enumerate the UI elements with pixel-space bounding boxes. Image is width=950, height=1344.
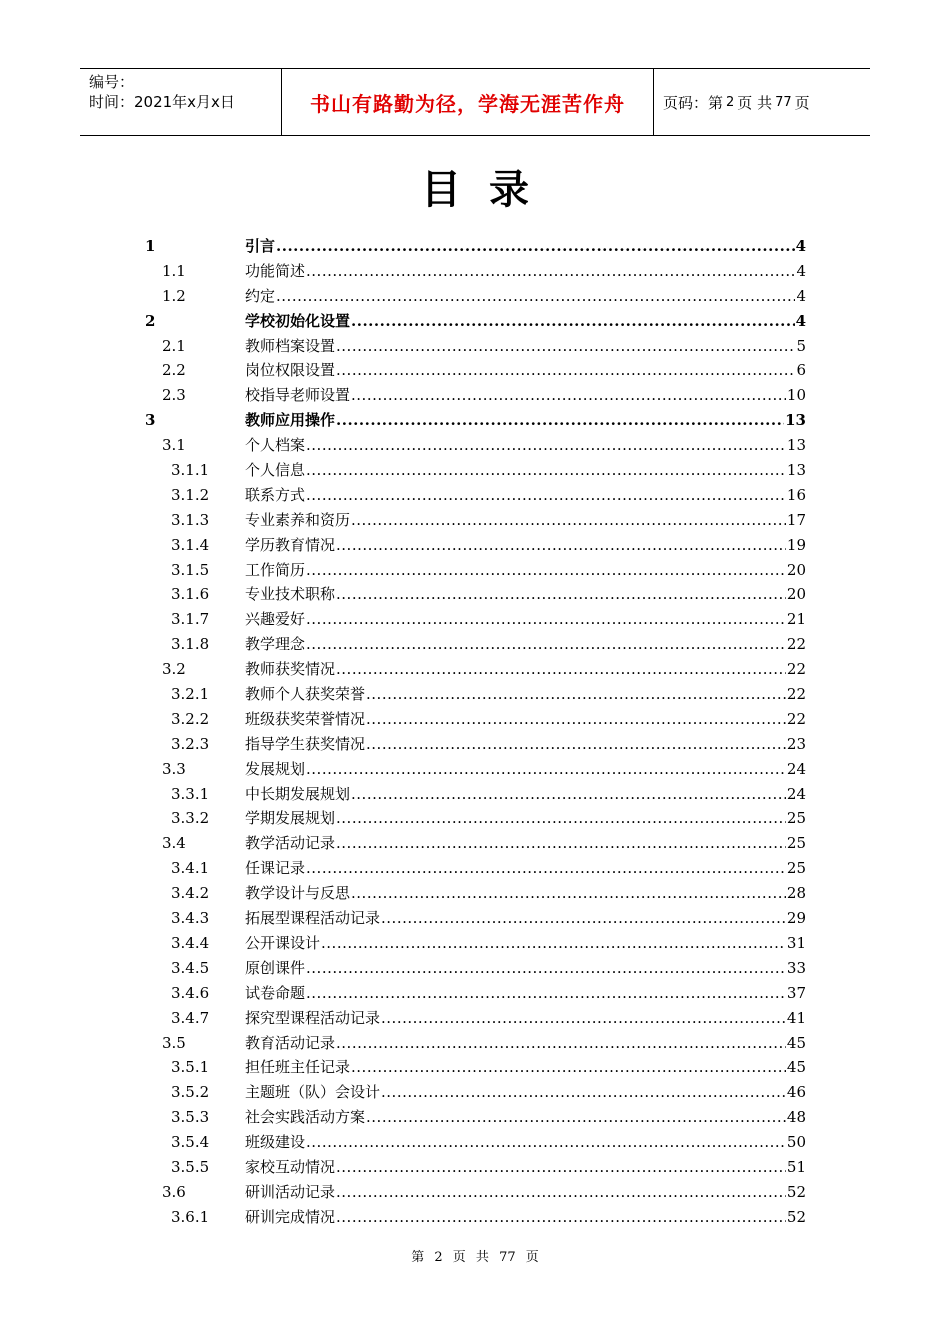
toc-dot-leader bbox=[306, 607, 786, 632]
toc-entry[interactable] bbox=[0, 1006, 950, 1031]
toc-entry-page: 5 bbox=[796, 336, 806, 355]
page-title: 目录 bbox=[421, 167, 557, 213]
toc-entry-line bbox=[245, 881, 806, 906]
toc-entry[interactable] bbox=[0, 881, 950, 906]
toc-entry[interactable] bbox=[0, 1105, 950, 1130]
toc-entry-number: 3.5.3 bbox=[171, 1108, 210, 1127]
toc-dot-leader bbox=[336, 806, 786, 831]
toc-entry-title: 拓展型课程活动记录 bbox=[245, 909, 381, 928]
toc-entry[interactable] bbox=[0, 1180, 950, 1205]
toc-entry-page: 20 bbox=[786, 560, 806, 579]
toc-entry-page: 46 bbox=[786, 1083, 806, 1102]
page-footer bbox=[0, 1246, 950, 1265]
toc-entry-line bbox=[245, 1006, 806, 1031]
toc-entry-page: 25 bbox=[786, 859, 806, 878]
toc-entry-line bbox=[245, 1205, 806, 1230]
toc-entry-line bbox=[245, 1130, 806, 1155]
toc-entry[interactable] bbox=[0, 931, 950, 956]
toc-entry-page: 45 bbox=[786, 1033, 806, 1052]
toc-dot-leader bbox=[366, 682, 786, 707]
toc-entry-page: 24 bbox=[786, 784, 806, 803]
toc-entry-line bbox=[245, 1155, 806, 1180]
toc-dot-leader bbox=[306, 483, 786, 508]
toc-entry-line bbox=[245, 607, 806, 632]
toc-entry-number: 3.2.1 bbox=[171, 685, 210, 704]
toc-entry-number: 3.2.2 bbox=[171, 709, 210, 728]
toc-entry[interactable] bbox=[0, 259, 950, 284]
toc-entry-page: 4 bbox=[796, 261, 806, 280]
toc-entry-title: 社会实践活动方案 bbox=[245, 1108, 366, 1127]
toc-entry[interactable] bbox=[0, 483, 950, 508]
toc-entry-page: 10 bbox=[786, 386, 806, 405]
toc-entry-line bbox=[245, 582, 806, 607]
toc-entry-page: 23 bbox=[786, 734, 806, 753]
header-number-label: 编号： bbox=[89, 73, 135, 91]
toc-entry-title: 引言 bbox=[245, 237, 276, 255]
toc-entry-title: 教师应用操作 bbox=[245, 411, 336, 430]
toc-entry-page: 13 bbox=[785, 411, 806, 430]
toc-entry-page: 22 bbox=[786, 660, 806, 679]
toc-entry-number: 3.5.2 bbox=[171, 1083, 210, 1102]
toc-entry-line bbox=[245, 408, 806, 433]
toc-entry-page: 29 bbox=[786, 909, 806, 928]
toc-dot-leader bbox=[306, 856, 786, 881]
toc-entry-title: 主题班（队）会设计 bbox=[245, 1083, 381, 1102]
toc-entry[interactable] bbox=[0, 234, 950, 259]
footer-prefix: 第 bbox=[411, 1250, 425, 1265]
toc-entry-line bbox=[245, 1055, 806, 1080]
toc-entry-page: 13 bbox=[786, 461, 806, 480]
toc-entry-title: 发展规划 bbox=[245, 759, 306, 778]
toc-dot-leader bbox=[306, 981, 786, 1006]
toc-dot-leader bbox=[336, 831, 786, 856]
toc-entry-page: 22 bbox=[786, 685, 806, 704]
toc-entry-line bbox=[245, 358, 806, 383]
toc-entry-line bbox=[245, 856, 806, 881]
toc-entry-title: 教学理念 bbox=[245, 635, 306, 654]
toc-entry-line bbox=[245, 632, 806, 657]
toc-entry-page: 52 bbox=[786, 1182, 806, 1201]
toc-entry-number: 2.2 bbox=[162, 361, 186, 380]
toc-entry-number: 3.2.3 bbox=[171, 734, 210, 753]
toc-entry-number: 3.3.1 bbox=[171, 784, 210, 803]
toc-entry-page: 51 bbox=[786, 1157, 806, 1176]
toc-dot-leader bbox=[366, 1105, 786, 1130]
toc-entry-title: 教师档案设置 bbox=[245, 336, 336, 355]
toc-entry[interactable] bbox=[0, 856, 950, 881]
toc-entry-page: 4 bbox=[796, 286, 806, 305]
toc-entry-line bbox=[245, 782, 806, 807]
toc-entry-line bbox=[245, 806, 806, 831]
toc-entry-number: 3.1.1 bbox=[171, 461, 210, 480]
toc-entry-title: 功能简述 bbox=[245, 261, 306, 280]
toc-entry-title: 公开课设计 bbox=[245, 933, 321, 952]
toc-entry-title: 家校互动情况 bbox=[245, 1157, 336, 1176]
toc-entry-page: 25 bbox=[786, 809, 806, 828]
toc-entry[interactable] bbox=[0, 682, 950, 707]
toc-dot-leader bbox=[306, 632, 786, 657]
toc-entry-title: 教学活动记录 bbox=[245, 834, 336, 853]
toc-entry-line bbox=[245, 732, 806, 757]
toc-dot-leader bbox=[336, 334, 795, 359]
toc-dot-leader bbox=[351, 881, 786, 906]
toc-entry-title: 探究型课程活动记录 bbox=[245, 1008, 381, 1027]
toc-entry-page: 28 bbox=[786, 884, 806, 903]
toc-dot-leader bbox=[336, 1155, 786, 1180]
toc-entry-number: 3.5.1 bbox=[171, 1058, 210, 1077]
toc-entry-page: 22 bbox=[786, 635, 806, 654]
toc-entry-title: 指导学生获奖情况 bbox=[245, 734, 366, 753]
toc-entry-title: 个人档案 bbox=[245, 436, 306, 455]
toc-entry[interactable] bbox=[0, 607, 950, 632]
toc-entry-line bbox=[245, 533, 806, 558]
toc-entry[interactable] bbox=[0, 508, 950, 533]
toc-entry-line bbox=[245, 831, 806, 856]
toc-entry-line bbox=[245, 234, 806, 259]
toc-entry-page: 21 bbox=[786, 610, 806, 629]
toc-entry-number: 3.4.1 bbox=[171, 859, 210, 878]
toc-entry-title: 学期发展规划 bbox=[245, 809, 336, 828]
toc-entry-page: 13 bbox=[786, 436, 806, 455]
footer-suffix: 页 bbox=[525, 1250, 539, 1265]
toc-entry-title: 研训活动记录 bbox=[245, 1182, 336, 1201]
toc-entry-line bbox=[245, 682, 806, 707]
header-motto: 书山有路勤为径，学海无涯苦作舟 bbox=[310, 91, 625, 116]
toc-entry-line bbox=[245, 657, 806, 682]
toc-entry-page: 6 bbox=[796, 361, 806, 380]
toc-entry-page: 41 bbox=[786, 1008, 806, 1027]
toc-entry[interactable] bbox=[0, 1080, 950, 1105]
toc-entry-number: 1 bbox=[145, 237, 156, 255]
header-page-prefix: 页码：第 bbox=[663, 93, 724, 112]
toc-entry-number: 3.4.4 bbox=[171, 933, 210, 952]
toc-entry-line bbox=[245, 906, 806, 931]
toc-entry-title: 原创课件 bbox=[245, 958, 306, 977]
toc-entry-title: 试卷命题 bbox=[245, 983, 306, 1002]
toc-entry-number: 3.4 bbox=[162, 834, 186, 853]
toc-entry-page: 25 bbox=[786, 834, 806, 853]
header-page-mid: 页 共 bbox=[737, 93, 773, 112]
toc-dot-leader bbox=[336, 657, 786, 682]
toc-entry-number: 3 bbox=[145, 411, 156, 430]
toc-entry[interactable] bbox=[0, 284, 950, 309]
toc-entry-line bbox=[245, 931, 806, 956]
toc-entry-page: 52 bbox=[786, 1207, 806, 1226]
header-page-info bbox=[654, 69, 870, 135]
toc-entry-title: 班级建设 bbox=[245, 1133, 306, 1152]
toc-entry[interactable] bbox=[0, 657, 950, 682]
toc-entry-title: 校指导老师设置 bbox=[245, 386, 351, 405]
toc-dot-leader bbox=[366, 707, 786, 732]
toc-entry-title: 教师获奖情况 bbox=[245, 660, 336, 679]
toc-entry[interactable] bbox=[0, 334, 950, 359]
toc-entry-title: 教育活动记录 bbox=[245, 1033, 336, 1052]
toc-entry-line bbox=[245, 259, 806, 284]
toc-entry-line bbox=[245, 433, 806, 458]
toc-entry-number: 2 bbox=[145, 311, 156, 330]
toc-dot-leader bbox=[306, 458, 786, 483]
toc-entry[interactable] bbox=[0, 1130, 950, 1155]
toc-entry-page: 37 bbox=[786, 983, 806, 1002]
toc-entry-page: 31 bbox=[786, 933, 806, 952]
toc-entry-page: 45 bbox=[786, 1058, 806, 1077]
toc-entry-line bbox=[245, 508, 806, 533]
toc-entry-line bbox=[245, 956, 806, 981]
page-header bbox=[80, 68, 870, 136]
toc-entry[interactable] bbox=[0, 757, 950, 782]
toc-dot-leader bbox=[351, 782, 786, 807]
toc-entry-page: 19 bbox=[786, 535, 806, 554]
toc-entry-page: 4 bbox=[795, 237, 806, 255]
toc-entry-number: 3.1.8 bbox=[171, 635, 210, 654]
table-of-contents bbox=[0, 234, 950, 1230]
toc-dot-leader bbox=[336, 1031, 786, 1056]
toc-entry-page: 17 bbox=[786, 510, 806, 529]
header-page-suffix: 页 bbox=[794, 93, 810, 112]
toc-entry-number: 2.3 bbox=[162, 386, 186, 405]
toc-entry-number: 3.6.1 bbox=[171, 1207, 210, 1226]
toc-dot-leader bbox=[366, 732, 786, 757]
toc-entry-number: 3.4.3 bbox=[171, 909, 210, 928]
toc-entry-page: 22 bbox=[786, 709, 806, 728]
toc-dot-leader bbox=[321, 931, 786, 956]
toc-entry[interactable] bbox=[0, 1055, 950, 1080]
toc-entry-title: 中长期发展规划 bbox=[245, 784, 351, 803]
toc-entry-line bbox=[245, 707, 806, 732]
toc-entry[interactable] bbox=[0, 732, 950, 757]
toc-entry-number: 3.1 bbox=[162, 436, 186, 455]
toc-entry[interactable] bbox=[0, 1205, 950, 1230]
toc-entry-number: 3.2 bbox=[162, 660, 186, 679]
toc-dot-leader bbox=[351, 1055, 786, 1080]
toc-entry-line bbox=[245, 383, 806, 408]
toc-entry-page: 24 bbox=[786, 759, 806, 778]
toc-entry[interactable] bbox=[0, 1155, 950, 1180]
header-page-current: 2 bbox=[726, 94, 735, 110]
toc-dot-leader bbox=[306, 558, 786, 583]
toc-entry[interactable] bbox=[0, 433, 950, 458]
toc-entry[interactable] bbox=[0, 383, 950, 408]
header-meta bbox=[80, 69, 282, 135]
toc-entry-number: 3.1.5 bbox=[171, 560, 210, 579]
toc-entry[interactable] bbox=[0, 906, 950, 931]
header-page-total: 77 bbox=[775, 94, 792, 110]
toc-entry-page: 48 bbox=[786, 1108, 806, 1127]
toc-entry-line bbox=[245, 334, 806, 359]
toc-dot-leader bbox=[336, 1180, 786, 1205]
toc-dot-leader bbox=[336, 582, 786, 607]
toc-dot-leader bbox=[381, 1006, 786, 1031]
toc-entry-number: 3.1.2 bbox=[171, 485, 210, 504]
toc-dot-leader bbox=[306, 1130, 786, 1155]
toc-dot-leader bbox=[276, 284, 795, 309]
toc-dot-leader bbox=[336, 533, 786, 558]
toc-entry[interactable] bbox=[0, 458, 950, 483]
toc-entry-title: 工作简历 bbox=[245, 560, 306, 579]
toc-entry-title: 约定 bbox=[245, 286, 276, 305]
toc-entry-number: 3.1.7 bbox=[171, 610, 210, 629]
toc-entry[interactable] bbox=[0, 981, 950, 1006]
toc-dot-leader bbox=[306, 259, 795, 284]
footer-current: 2 bbox=[434, 1250, 443, 1265]
toc-entry-page: 16 bbox=[786, 485, 806, 504]
toc-entry-number: 3.6 bbox=[162, 1182, 186, 1201]
toc-entry-title: 兴趣爱好 bbox=[245, 610, 306, 629]
toc-entry-number: 3.4.7 bbox=[171, 1008, 210, 1027]
toc-entry-number: 3.1.6 bbox=[171, 585, 210, 604]
toc-dot-leader bbox=[306, 956, 786, 981]
toc-entry[interactable] bbox=[0, 533, 950, 558]
toc-entry[interactable] bbox=[0, 558, 950, 583]
toc-entry-line bbox=[245, 1080, 806, 1105]
toc-entry[interactable] bbox=[0, 582, 950, 607]
toc-entry-line bbox=[245, 1105, 806, 1130]
toc-entry-title: 研训完成情况 bbox=[245, 1207, 336, 1226]
toc-entry-line bbox=[245, 309, 806, 334]
toc-entry[interactable] bbox=[0, 806, 950, 831]
toc-entry-title: 专业技术职称 bbox=[245, 585, 336, 604]
toc-entry-number: 3.5 bbox=[162, 1033, 186, 1052]
toc-entry[interactable] bbox=[0, 408, 950, 433]
toc-dot-leader bbox=[381, 906, 786, 931]
toc-dot-leader bbox=[351, 309, 795, 334]
toc-entry-title: 学校初始化设置 bbox=[245, 311, 351, 330]
toc-entry-title: 担任班主任记录 bbox=[245, 1058, 351, 1077]
toc-entry-title: 教学设计与反思 bbox=[245, 884, 351, 903]
toc-entry-page: 20 bbox=[786, 585, 806, 604]
toc-entry-number: 3.1.4 bbox=[171, 535, 210, 554]
footer-mid: 页 共 bbox=[452, 1250, 489, 1265]
toc-entry-number: 3.1.3 bbox=[171, 510, 210, 529]
toc-entry-title: 班级获奖荣誉情况 bbox=[245, 709, 366, 728]
toc-entry-number: 3.4.5 bbox=[171, 958, 210, 977]
toc-entry-line bbox=[245, 757, 806, 782]
toc-entry[interactable] bbox=[0, 782, 950, 807]
toc-dot-leader bbox=[306, 433, 786, 458]
footer-total: 77 bbox=[499, 1250, 516, 1265]
toc-entry-number: 3.3 bbox=[162, 759, 186, 778]
toc-entry-line bbox=[245, 1180, 806, 1205]
toc-entry[interactable] bbox=[0, 956, 950, 981]
toc-entry[interactable] bbox=[0, 1031, 950, 1056]
toc-entry-number: 3.5.5 bbox=[171, 1157, 210, 1176]
toc-dot-leader bbox=[381, 1080, 786, 1105]
toc-dot-leader bbox=[351, 508, 786, 533]
toc-entry-line bbox=[245, 458, 806, 483]
toc-dot-leader bbox=[336, 358, 795, 383]
toc-entry-line bbox=[245, 483, 806, 508]
toc-entry-page: 33 bbox=[786, 958, 806, 977]
toc-dot-leader bbox=[336, 1205, 786, 1230]
toc-entry-title: 学历教育情况 bbox=[245, 535, 336, 554]
toc-entry-number: 1.1 bbox=[162, 261, 186, 280]
toc-entry-line bbox=[245, 558, 806, 583]
toc-dot-leader bbox=[336, 408, 784, 433]
toc-entry[interactable] bbox=[0, 309, 950, 334]
toc-entry[interactable] bbox=[0, 831, 950, 856]
header-motto-cell bbox=[282, 69, 654, 135]
toc-entry-number: 1.2 bbox=[162, 286, 186, 305]
toc-entry-page: 50 bbox=[786, 1133, 806, 1152]
header-time-label: 时间：2021年x月x日 bbox=[89, 93, 235, 111]
toc-entry-page: 4 bbox=[795, 311, 806, 330]
toc-dot-leader bbox=[351, 383, 786, 408]
toc-entry-number: 3.3.2 bbox=[171, 809, 210, 828]
toc-entry[interactable] bbox=[0, 707, 950, 732]
toc-entry[interactable] bbox=[0, 358, 950, 383]
toc-entry-title: 个人信息 bbox=[245, 461, 306, 480]
toc-entry-title: 任课记录 bbox=[245, 859, 306, 878]
toc-entry-number: 2.1 bbox=[162, 336, 186, 355]
toc-entry[interactable] bbox=[0, 632, 950, 657]
toc-entry-line bbox=[245, 981, 806, 1006]
toc-entry-number: 3.4.2 bbox=[171, 884, 210, 903]
toc-entry-line bbox=[245, 284, 806, 309]
toc-entry-title: 专业素养和资历 bbox=[245, 510, 351, 529]
toc-dot-leader bbox=[306, 757, 786, 782]
toc-entry-title: 岗位权限设置 bbox=[245, 361, 336, 380]
toc-entry-line bbox=[245, 1031, 806, 1056]
toc-entry-number: 3.5.4 bbox=[171, 1133, 210, 1152]
toc-entry-number: 3.4.6 bbox=[171, 983, 210, 1002]
toc-entry-title: 教师个人获奖荣誉 bbox=[245, 685, 366, 704]
toc-dot-leader bbox=[276, 234, 795, 259]
toc-entry-title: 联系方式 bbox=[245, 485, 306, 504]
